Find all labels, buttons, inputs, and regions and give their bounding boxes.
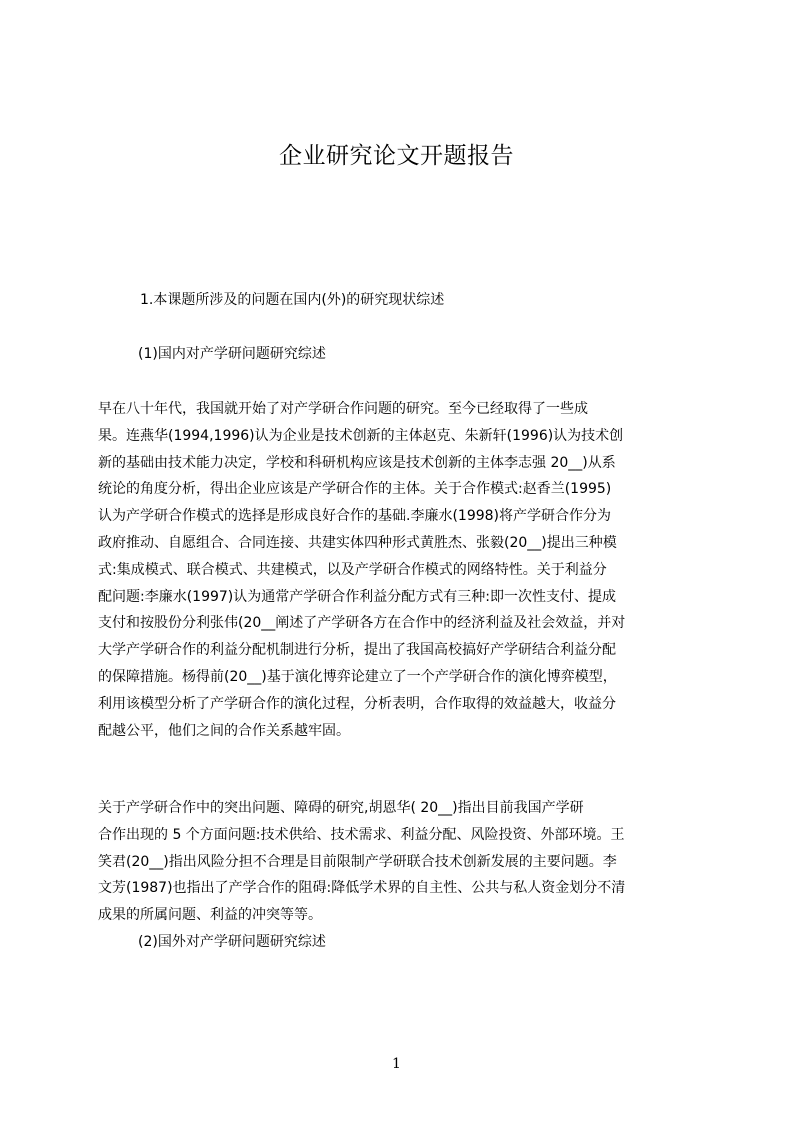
document-title: 企业研究论文开题报告: [279, 143, 514, 169]
paragraph-line: 统论的角度分析，得出企业应该是产学研合作的主体。关于合作模式:赵香兰(1995): [98, 481, 612, 498]
paragraph-obstacles: [98, 795, 698, 929]
paragraph-line: 成果的所属问题、利益的冲突等等。: [98, 907, 322, 924]
subheading-foreign-review: (2)国外对产学研问题研究综述: [138, 934, 326, 950]
paragraph-line: 新的基础由技术能力决定，学校和科研机构应该是技术创新的主体李志强 20__)从系: [98, 454, 616, 471]
paragraph-line: 关于产学研合作中的突出问题、障碍的研究,胡恩华( 20__)指出目前我国产学研: [98, 800, 584, 816]
paragraph-line: 文芳(1987)也指出了产学合作的阻碍:降低学术界的自主性、公共与私人资金划分不清: [98, 880, 626, 897]
paragraph-line: 式:集成模式、联合模式、共建模式，以及产学研合作模式的网络特性。关于利益分: [98, 561, 607, 578]
paragraph-line: 认为产学研合作模式的选择是形成良好合作的基础.李廉水(1998)将产学研合作分为: [98, 508, 612, 525]
paragraph-domestic-overview: [98, 396, 698, 744]
paragraph-line: 利用该模型分析了产学研合作的演化过程，分析表明，合作取得的效益越大，收益分: [98, 695, 616, 712]
subheading-domestic-review: (1)国内对产学研问题研究综述: [138, 346, 326, 362]
paragraph-line: 笑君(20__)指出风险分担不合理是目前限制产学研联合技术创新发展的主要问题。李: [98, 853, 617, 870]
paragraph-line: 配问题:李廉水(1997)认为通常产学研合作利益分配方式有三种:即一次性支付、提成: [98, 588, 616, 605]
page-number: 1: [392, 1056, 401, 1072]
paragraph-line: 合作出现的 5 个方面问题:技术供给、技术需求、利益分配、风险投资、外部环境。王: [98, 826, 625, 843]
paragraph-line: 的保障措施。杨得前(20__)基于演化博弈论建立了一个产学研合作的演化博弈模型，: [98, 668, 617, 685]
paragraph-line: 政府推动、自愿组合、合同连接、共建实体四种形式黄胜杰、张毅(20__)提出三种模: [98, 534, 617, 551]
paragraph-line: 早在八十年代，我国就开始了对产学研合作问题的研究。至今已经取得了一些成: [98, 401, 588, 417]
paragraph-line: 果。连燕华(1994,1996)认为企业是技术创新的主体赵克、朱新轩(1996)认为技术创: [98, 427, 624, 444]
paragraph-line: 配越公平，他们之间的合作关系越牢固。: [98, 722, 350, 739]
paragraph-line: 支付和按股份分利张伟(20__阐述了产学研各方在合作中的经济利益及社会效益，并对: [98, 615, 626, 632]
paragraph-line: 大学产学研合作的利益分配机制进行分析，提出了我国高校搞好产学研结合利益分配: [98, 642, 616, 659]
section-heading: 1.本课题所涉及的问题在国内(外)的研究现状综述: [140, 292, 445, 308]
